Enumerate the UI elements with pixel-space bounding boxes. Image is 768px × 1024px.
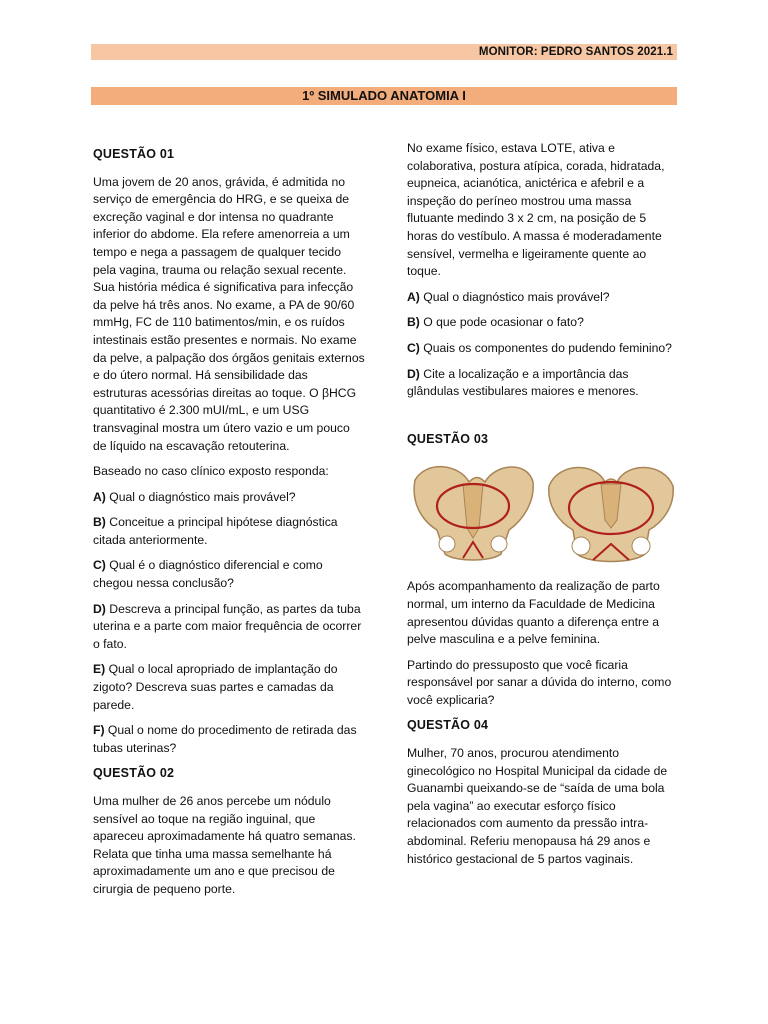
title-bar xyxy=(91,87,677,105)
q01-item-e xyxy=(93,661,365,714)
item-text: Qual o diagnóstico mais provável? xyxy=(105,489,296,504)
item-text: Qual o diagnóstico mais provável? xyxy=(419,289,610,304)
q02-heading: QUESTÃO 02 xyxy=(93,766,175,781)
q01-item-c xyxy=(93,557,365,592)
q01-case: Uma jovem de 20 anos, grávida, é admitida no serviço de emergência do HRG, e se queixa de excreção vaginal e dor intensa no quadrante inferior do abdome. Ela refere amenorreia a um tempo e nega a passagem de qualquer tecido pela vagina, trauma ou relação sexual recente. Sua história médica é significativa para infecção da pelve há três anos. No exame, a PA de 90/60 mmHg, FC de 110 batimentos/min, e os ruídos intestinais estão presentes e normais. No exame da pelve, a palpação dos órgãos genitais externos e do útero normal. Há sensibilidade das estruturas acessórias direitas ao toque. O βHCG quantitativo é 2.300 mUI/mL, e um USG transvaginal mostra um útero vazio e um pouco de líquido na escavação retouterina. xyxy=(93,174,365,453)
q01-heading: QUESTÃO 01 xyxy=(93,147,175,161)
q02-item-a xyxy=(407,289,677,307)
item-letter: F) xyxy=(93,723,105,738)
q02-item-d xyxy=(407,366,677,401)
q01-item-f xyxy=(93,722,365,757)
q02-case-part1: Uma mulher de 26 anos percebe um nódulo sensível ao toque na região inguinal, que apareceu aproximadamente há quatro semanas. Relata que tinha uma massa semelhante há aproximadamente um ano e que precisou de cirurgia de pequeno porte. xyxy=(93,794,356,896)
q01-item-a xyxy=(93,489,365,507)
q02-case-part2: No exame físico, estava LOTE, ativa e colaborativa, postura atípica, corada, hidratada, eupneica, acianótica, anictérica e afebril e a inspeção do períneo mostrou uma massa flutuante medindo 3 x 2 cm, na posição de 5 horas do vestíbulo. A massa é moderadamente sensível, vermelha e ligeiramente quente ao toque. xyxy=(407,141,665,279)
item-letter: C) xyxy=(93,558,106,573)
item-text: Descreva a principal função, as partes da tuba uterina e a parte com maior frequência de ocorrer o fato. xyxy=(93,601,362,651)
female-pelvis-illustration xyxy=(545,458,677,566)
page-title: 1º SIMULADO ANATOMIA I xyxy=(302,88,466,103)
item-text: Qual o local apropriado de implantação do zigoto? Descreva suas partes e camadas da parede. xyxy=(93,662,338,712)
pelvis-figures xyxy=(407,458,677,568)
item-text: Qual o nome do procedimento de retirada das tubas uterinas? xyxy=(93,723,357,755)
monitor-label: MONITOR: PEDRO SANTOS 2021.1 xyxy=(478,46,673,58)
q03-heading: QUESTÃO 03 xyxy=(407,431,489,446)
header-bar xyxy=(91,44,677,60)
item-text: Conceitue a principal hipótese diagnóstica citada anteriormente. xyxy=(93,515,338,547)
q04-paragraph-1: Mulher, 70 anos, procurou atendimento ginecológico no Hospital Municipal da cidade de Guanambi queixando-se de “saída de uma bola pela vagina” ao executar esforço físico relacionados com aumento da pressão intra-abdominal. Referiu menopausa há 29 anos e histórico gestacional de 5 partos vaginais. xyxy=(407,746,668,866)
q03-paragraph-1: Após acompanhamento da realização de parto normal, um interno da Faculdade de Medicina apresentou dúvidas quanto a diferença entre a pelve masculina e a pelve feminina. xyxy=(407,579,660,647)
q03-paragraph-2: Partindo do pressuposto que você ficaria responsável por sanar a dúvida do interno, como você explicaria? xyxy=(407,657,672,707)
item-text: O que pode ocasionar o fato? xyxy=(419,315,584,330)
q01-item-b xyxy=(93,514,365,549)
item-letter: A) xyxy=(93,489,106,504)
item-letter: B) xyxy=(93,515,106,530)
item-letter: E) xyxy=(93,662,106,677)
item-letter: D) xyxy=(407,366,420,381)
item-letter: C) xyxy=(407,340,420,355)
item-text: Cite a localização e a importância das glândulas vestibulares maiores e menores. xyxy=(407,366,639,399)
item-letter: D) xyxy=(93,601,106,616)
q04-heading: QUESTÃO 04 xyxy=(407,718,489,733)
item-letter: B) xyxy=(407,315,420,330)
item-text: Qual é o diagnóstico diferencial e como chegou nessa conclusão? xyxy=(93,558,323,591)
item-text: Quais os componentes do pudendo feminino? xyxy=(419,340,672,355)
male-pelvis-illustration xyxy=(407,458,539,566)
q01-prompt: Baseado no caso clínico exposto responda: xyxy=(93,464,329,479)
q01-item-d xyxy=(93,601,365,654)
right-column xyxy=(407,140,677,876)
q02-item-c xyxy=(407,340,677,358)
q02-item-b xyxy=(407,314,677,332)
item-letter: A) xyxy=(407,289,420,304)
left-column xyxy=(93,140,365,907)
